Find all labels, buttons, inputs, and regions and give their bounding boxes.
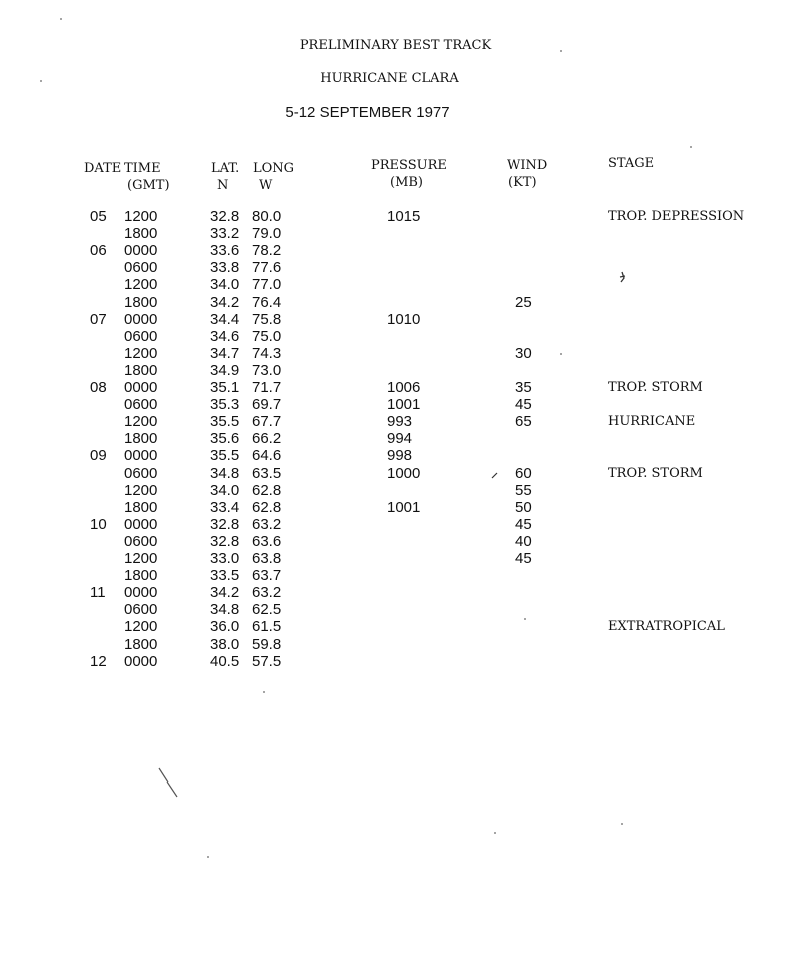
header-time-unit: (GMT) — [127, 178, 170, 193]
row-pressure: 998 — [387, 447, 413, 465]
row-lat: 33.2 — [210, 225, 240, 243]
row-lat: 36.0 — [210, 618, 240, 636]
table-row — [0, 567, 795, 584]
row-wind: 45 — [515, 515, 532, 533]
table-row — [0, 636, 795, 653]
row-lat: 33.0 — [210, 550, 240, 567]
row-wind: 45 — [515, 550, 532, 567]
table-row — [0, 294, 795, 311]
row-pressure: 1000 — [387, 464, 421, 482]
row-lat: 32.8 — [210, 532, 240, 550]
date-range: 5-12 SEPTEMBER 1977 — [285, 104, 450, 121]
table-row — [0, 618, 795, 635]
row-long: 69.7 — [252, 396, 282, 414]
row-long: 75.0 — [252, 327, 282, 345]
row-time: 1800 — [124, 635, 158, 653]
row-time: 0600 — [124, 532, 158, 550]
row-long: 71.7 — [252, 379, 282, 396]
row-lat: 35.3 — [210, 396, 240, 414]
row-date: 09 — [90, 447, 107, 465]
header-wind: WIND — [507, 158, 548, 173]
scan-speck — [560, 50, 562, 52]
table-row — [0, 259, 795, 276]
header-lat-unit: N — [217, 178, 229, 193]
scan-speck — [40, 80, 42, 82]
row-date: 08 — [90, 379, 107, 396]
row-lat: 34.7 — [210, 344, 240, 362]
row-time: 1800 — [124, 498, 158, 516]
row-lat: 34.8 — [210, 464, 240, 482]
row-long: 77.0 — [252, 276, 282, 294]
row-long: 59.8 — [252, 635, 282, 653]
header-wind-unit: (KT) — [508, 175, 537, 190]
row-date: 06 — [90, 242, 107, 260]
table-row — [0, 550, 795, 567]
table-row — [0, 345, 795, 362]
table-row — [0, 499, 795, 516]
row-time: 1200 — [124, 481, 158, 499]
row-date: 05 — [90, 208, 107, 225]
row-time: 0600 — [124, 464, 158, 482]
row-lat: 34.8 — [210, 601, 240, 619]
table-row — [0, 225, 795, 242]
row-stage: HURRICANE — [608, 414, 696, 430]
header-long: LONG — [253, 161, 295, 176]
table-row — [0, 430, 795, 447]
table-row — [0, 601, 795, 618]
row-time: 1200 — [124, 618, 158, 636]
row-stage: EXTRATROPICAL — [608, 619, 725, 635]
document-title: PRELIMINARY BEST TRACK — [299, 38, 492, 53]
row-long: 63.7 — [252, 567, 282, 585]
scan-speck — [524, 618, 526, 620]
row-lat: 35.5 — [210, 447, 240, 465]
row-stage: TROP. STORM — [608, 380, 703, 395]
row-wind: 60 — [515, 464, 532, 482]
row-long: 77.6 — [252, 259, 282, 277]
scan-speck — [690, 146, 692, 148]
table-row — [0, 276, 795, 293]
table-row — [0, 396, 795, 413]
table-row — [0, 482, 795, 499]
row-date: 07 — [90, 310, 107, 328]
table-row — [0, 465, 795, 482]
table-row — [0, 311, 795, 328]
row-long: 63.2 — [252, 584, 282, 602]
storm-name: HURRICANE CLARA — [320, 71, 459, 86]
header-lat: LAT. — [211, 161, 240, 176]
row-lat: 35.1 — [210, 379, 240, 396]
row-time: 0000 — [124, 242, 158, 260]
row-lat: 33.6 — [210, 242, 240, 260]
row-wind: 50 — [515, 498, 532, 516]
row-long: 63.5 — [252, 464, 282, 482]
row-lat: 34.2 — [210, 584, 240, 602]
row-long: 79.0 — [252, 225, 282, 243]
row-long: 80.0 — [252, 208, 282, 225]
table-row — [0, 362, 795, 379]
row-time: 0000 — [124, 310, 158, 328]
row-lat: 32.8 — [210, 208, 240, 225]
row-time: 1800 — [124, 361, 158, 379]
row-time: 1800 — [124, 225, 158, 243]
row-time: 0000 — [124, 379, 158, 396]
table-row — [0, 328, 795, 345]
row-wind: 25 — [515, 293, 532, 311]
row-time: 1200 — [124, 413, 158, 431]
row-time: 0000 — [124, 584, 158, 602]
row-wind: 55 — [515, 481, 532, 499]
row-lat: 40.5 — [210, 652, 240, 670]
scan-speck — [263, 691, 265, 693]
row-long: 73.0 — [252, 361, 282, 379]
table-row — [0, 208, 795, 225]
row-long: 62.8 — [252, 481, 282, 499]
table-row — [0, 516, 795, 533]
pen-stroke-mark — [150, 760, 190, 805]
row-wind: 45 — [515, 396, 532, 414]
row-date: 11 — [90, 584, 106, 602]
row-pressure: 1015 — [387, 208, 421, 225]
row-long: 67.7 — [252, 413, 282, 431]
row-long: 66.2 — [252, 430, 282, 448]
row-pressure: 1010 — [387, 310, 421, 328]
row-long: 63.2 — [252, 515, 282, 533]
table-row — [0, 584, 795, 601]
header-pressure: PRESSURE — [371, 158, 447, 173]
row-wind: 35 — [515, 379, 532, 396]
row-pressure: 1001 — [387, 498, 421, 516]
row-long: 64.6 — [252, 447, 282, 465]
row-time: 1800 — [124, 430, 158, 448]
row-long: 76.4 — [252, 293, 282, 311]
row-time: 0000 — [124, 447, 158, 465]
row-long: 63.6 — [252, 532, 282, 550]
row-lat: 34.0 — [210, 481, 240, 499]
row-pressure: 993 — [387, 413, 413, 431]
table-row — [0, 533, 795, 550]
row-long: 61.5 — [252, 618, 282, 636]
header-stage: STAGE — [608, 156, 655, 171]
row-time: 0000 — [124, 515, 158, 533]
row-lat: 35.5 — [210, 413, 240, 431]
scan-speck — [207, 856, 209, 858]
row-lat: 33.4 — [210, 498, 240, 516]
table-row — [0, 379, 795, 396]
row-long: 75.8 — [252, 310, 282, 328]
row-time: 0600 — [124, 601, 158, 619]
row-pressure: 1001 — [387, 396, 421, 414]
row-time: 1800 — [124, 293, 158, 311]
table-row — [0, 447, 795, 464]
row-time: 0600 — [124, 327, 158, 345]
row-time: 1200 — [124, 344, 158, 362]
row-date: 12 — [90, 652, 107, 670]
row-lat: 34.2 — [210, 293, 240, 311]
row-wind: 65 — [515, 413, 532, 431]
row-lat: 34.9 — [210, 361, 240, 379]
row-lat: 34.4 — [210, 310, 240, 328]
row-time: 1200 — [124, 550, 158, 567]
scan-speck — [621, 823, 623, 825]
row-long: 62.8 — [252, 498, 282, 516]
header-date: DATE — [84, 161, 122, 176]
row-time: 1800 — [124, 567, 158, 585]
row-long: 78.2 — [252, 242, 282, 260]
table-row — [0, 413, 795, 430]
row-lat: 34.6 — [210, 327, 240, 345]
row-stage: TROP. STORM — [608, 465, 703, 481]
pen-tick-mark-small — [490, 468, 502, 482]
row-time: 0600 — [124, 396, 158, 414]
row-lat: 35.6 — [210, 430, 240, 448]
header-pressure-unit: (MB) — [390, 175, 424, 190]
row-time: 0600 — [124, 259, 158, 277]
row-pressure: 1006 — [387, 379, 421, 396]
row-long: 57.5 — [252, 652, 282, 670]
header-time: TIME — [124, 161, 161, 176]
row-time: 1200 — [124, 208, 158, 225]
row-stage: TROP. DEPRESSION — [608, 209, 745, 224]
row-long: 62.5 — [252, 601, 282, 619]
scan-speck — [60, 18, 62, 20]
row-lat: 32.8 — [210, 515, 240, 533]
row-time: 1200 — [124, 276, 158, 294]
pen-tick-mark — [612, 268, 632, 288]
row-lat: 34.0 — [210, 276, 240, 294]
row-lat: 38.0 — [210, 635, 240, 653]
row-time: 0000 — [124, 652, 158, 670]
row-wind: 40 — [515, 532, 532, 550]
row-lat: 33.5 — [210, 567, 240, 585]
table-row — [0, 242, 795, 259]
scan-speck — [560, 353, 562, 355]
row-date: 10 — [90, 515, 107, 533]
row-long: 74.3 — [252, 344, 282, 362]
row-lat: 33.8 — [210, 259, 240, 277]
row-pressure: 994 — [387, 430, 413, 448]
table-row — [0, 653, 795, 670]
row-long: 63.8 — [252, 550, 282, 567]
row-wind: 30 — [515, 344, 532, 362]
header-long-unit: W — [259, 178, 273, 193]
scan-speck — [494, 832, 496, 834]
